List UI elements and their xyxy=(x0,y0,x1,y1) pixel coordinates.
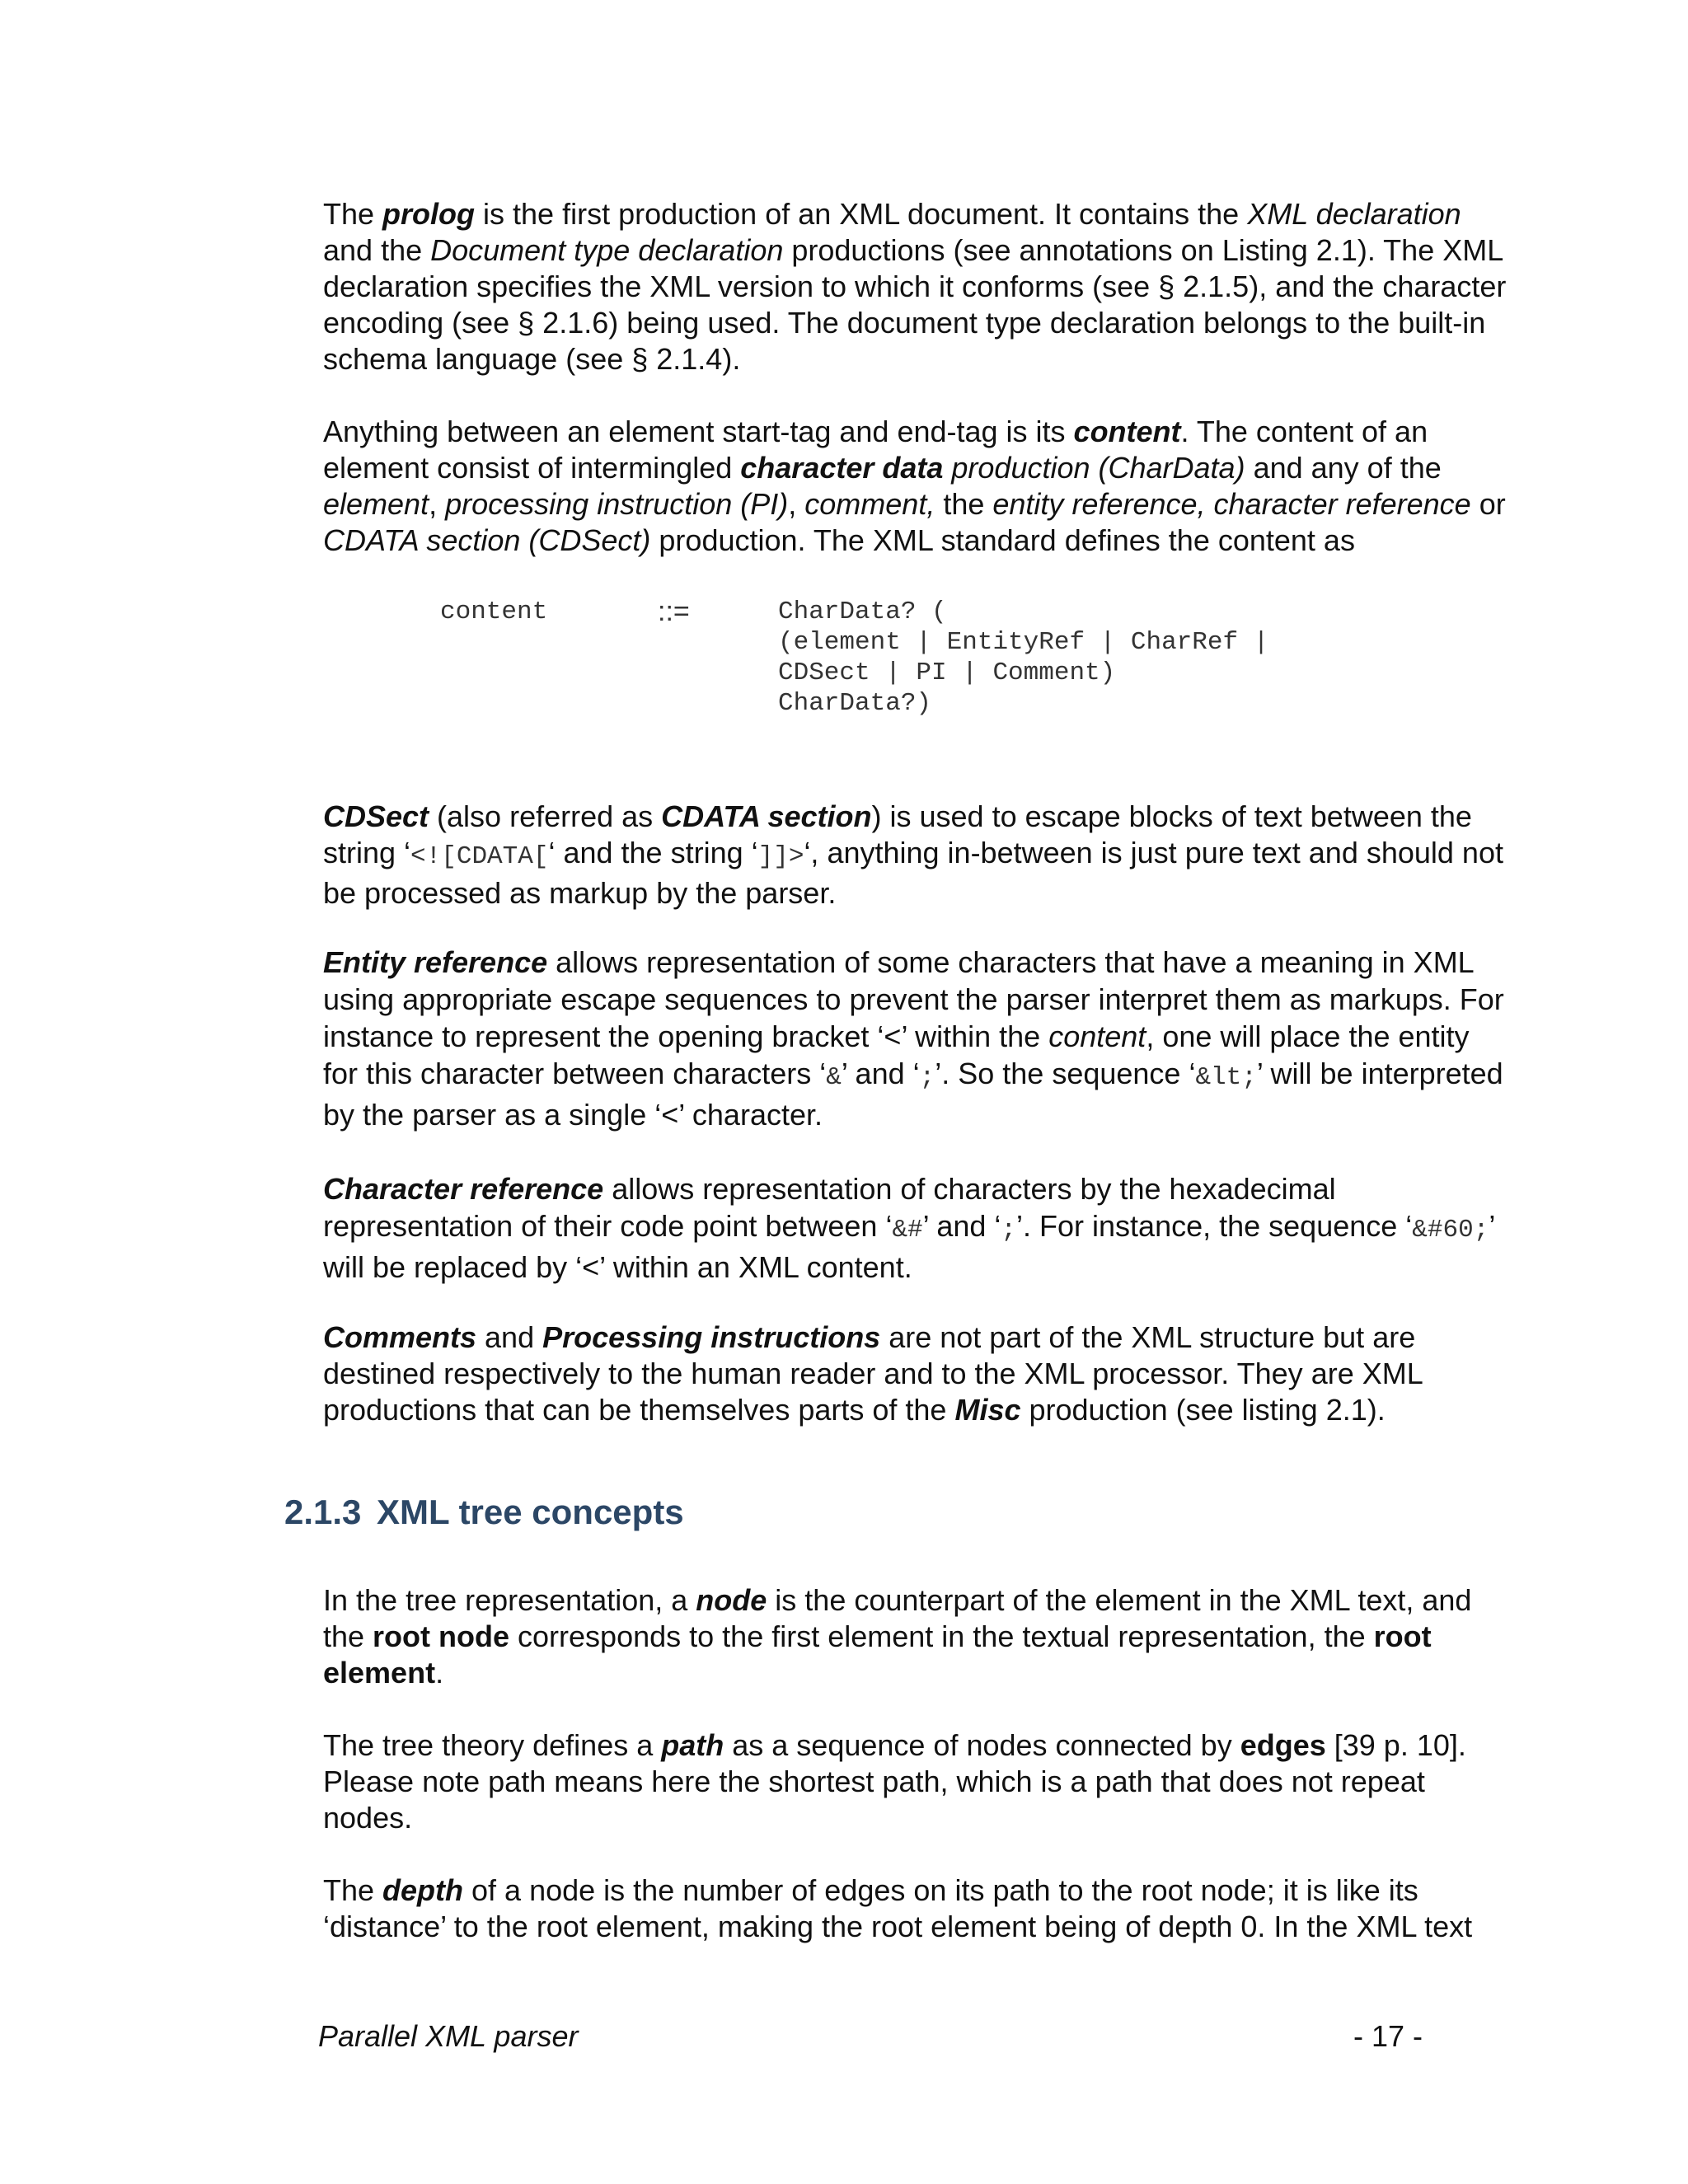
term-cdata-section: CDATA section xyxy=(661,799,872,833)
grammar-lhs: content xyxy=(440,598,548,626)
term-character-reference: Character reference xyxy=(323,1172,604,1206)
footer-page-number: - 17 - xyxy=(1353,2019,1423,2053)
term-cdsect: CDSect xyxy=(323,799,429,833)
paragraph-path: The tree theory defines a path as a sequence of nodes connected by edges [39 p. 10]. Please note path means here the shortest path, which is a path that does not repeat nodes. xyxy=(323,1728,1466,1835)
paragraph-prolog: The prolog is the first production of an XML document. It contains the XML declaration and the Document type declaration productions (see annotations on Listing 2.1). The XML declaration specifies the XML version to which it conforms (see § 2.1.5), and the character encoding (see § 2.1.6) being used. The document type declaration belongs to the built-in schema language (see § 2.1.4). xyxy=(323,197,1507,376)
term-root-node: root node xyxy=(373,1619,510,1653)
term-processing-instructions: Processing instructions xyxy=(542,1320,881,1354)
term-node: node xyxy=(696,1583,767,1617)
paragraph-character-reference: Character reference allows representation of characters by the hexadecimal representation of their code point between ‘&#’ and ‘;’. For instance, the sequence ‘&#60;’ will be replaced by ‘<’ within an XML content. xyxy=(323,1172,1494,1284)
section-heading xyxy=(284,1492,684,1533)
footer-title: Parallel XML parser xyxy=(318,2019,579,2053)
paragraph-node: In the tree representation, a node is the counterpart of the element in the XML text, and the root node corresponds to the first element in the textual representation, the root element. xyxy=(323,1583,1472,1690)
term-root-element: root element xyxy=(323,1619,1432,1690)
term-prolog: prolog xyxy=(382,197,476,231)
term-document-type-declaration: Document type declaration xyxy=(430,233,784,267)
paragraph-content: Anything between an element start-tag and end-tag is its content. The content of an element consist of intermingled character data production (CharData) and any of the element, processing instruction (PI), comment, the entity reference, character reference or CDATA section (CDSect) production. The XML standard defines the content as xyxy=(323,415,1506,557)
term-character-data: character data xyxy=(740,451,944,485)
grammar-operator: ::= xyxy=(658,596,690,627)
term-edges: edges xyxy=(1240,1728,1326,1762)
term-path: path xyxy=(661,1728,724,1762)
term-xml-declaration: XML declaration xyxy=(1247,197,1461,231)
term-comments: Comments xyxy=(323,1320,477,1354)
grammar-rhs: CharData? ( (element | EntityRef | CharRef | CDSect | PI | Comment) CharData?) xyxy=(778,598,1269,718)
section-number: 2.1.3 xyxy=(284,1493,362,1531)
term-misc: Misc xyxy=(954,1393,1021,1427)
paragraph-depth: The depth of a node is the number of edges on its path to the root node; it is like its ‘distance’ to the root element, making the root element being of depth 0. In the XML text xyxy=(323,1873,1473,1943)
paragraph-cdsect: CDSect (also referred as CDATA section) is used to escape blocks of text between the string ‘<![CDATA[‘ and the string ‘]]>‘, anything in-between is just pure text and should not be processed as markup by the parser. xyxy=(323,799,1503,910)
paragraph-entity-reference: Entity reference allows representation of some characters that have a meaning in XML using appropriate escape sequences to prevent the parser interpret them as markups. For instance to represent the opening bracket ‘<’ within the content, one will place the entity for this character between characters ‘&’ and ‘;’. So the sequence ‘&lt;’ will be interpreted by the parser as a single ‘<’ character. xyxy=(323,945,1504,1132)
term-content: content xyxy=(1073,415,1181,448)
paragraph-comments: Comments and Processing instructions are not part of the XML structure but are destined respectively to the human reader and to the XML processor. They are XML productions that can be themselves parts of the Misc production (see listing 2.1). xyxy=(323,1320,1423,1427)
term-entity-reference: Entity reference xyxy=(323,945,548,979)
term-depth: depth xyxy=(382,1873,464,1907)
section-title: XML tree concepts xyxy=(377,1493,684,1531)
